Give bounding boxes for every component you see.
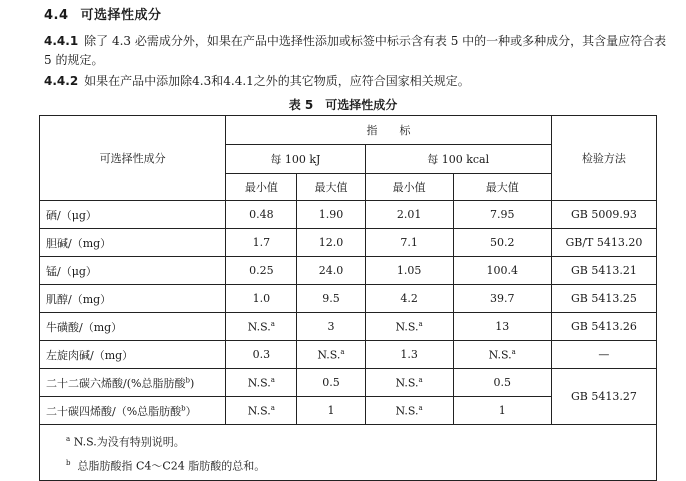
row-name (40, 397, 226, 425)
footnote-marker: a (511, 347, 516, 356)
paragraph-text: 如果在产品中添加除4.3和4.4.1之外的其它物质，应符合国家相关规定。 (84, 74, 470, 88)
cell-value: N.S. (395, 404, 419, 418)
cell-kcal-max: 7.95 (453, 201, 551, 229)
table-title (0, 96, 686, 113)
cell-kcal-max: 100.4 (453, 257, 551, 285)
footnote-text: N.S.为没有特别说明。 (73, 435, 185, 449)
paragraph-4-4-1 (44, 32, 674, 70)
cell-value: N.S. (247, 320, 271, 334)
paragraph-4-4-2 (44, 72, 674, 91)
table-notes (40, 425, 657, 481)
cell-value: N.S. (247, 404, 271, 418)
row-name (40, 369, 226, 397)
section-title: 可选择性成分 (80, 8, 162, 23)
header-component: 可选择性成分 (40, 116, 226, 201)
cell-method: GB 5413.26 (551, 313, 656, 341)
footnote-marker: a (340, 347, 345, 356)
optional-ingredients-table (39, 115, 657, 481)
cell-kj-max: 1 (297, 397, 365, 425)
section-heading (44, 4, 162, 23)
cell-kcal-min (365, 397, 453, 425)
cell-kj-max: 9.5 (297, 285, 365, 313)
row-name: 牛磺酸/（mg） (40, 313, 226, 341)
paragraph-number: 4.4.1 (44, 34, 79, 48)
table-number: 表 5 (288, 98, 314, 112)
footnote-text: 总脂肪酸指 C4～C24 脂肪酸的总和。 (77, 459, 266, 473)
cell-method: GB 5413.27 (551, 369, 656, 425)
section-number: 4.4 (44, 8, 69, 23)
cell-kj-min: 0.48 (226, 201, 297, 229)
cell-kcal-max: 1 (453, 397, 551, 425)
header-max: 最大值 (297, 174, 365, 201)
cell-kj-min: 0.25 (226, 257, 297, 285)
footnote-marker: a (270, 319, 275, 328)
cell-kcal-max: 39.7 (453, 285, 551, 313)
row-name-text: 二十碳四烯酸/（%总脂肪酸 (46, 404, 182, 418)
cell-method: GB 5413.21 (551, 257, 656, 285)
cell-method: GB 5413.25 (551, 285, 656, 313)
cell-kcal-max: 13 (453, 313, 551, 341)
footnote-marker: a (418, 319, 423, 328)
paragraph-number: 4.4.2 (44, 74, 79, 88)
footnote-marker: a (66, 435, 71, 443)
cell-kcal-min: 1.05 (365, 257, 453, 285)
table-row (40, 229, 657, 257)
row-name: 硒/（μg） (40, 201, 226, 229)
header-indicator: 指 标 (226, 116, 552, 145)
cell-kcal-max: 0.5 (453, 369, 551, 397)
cell-kj-min: 0.3 (226, 341, 297, 369)
footnote-marker: a (270, 375, 275, 384)
cell-value: N.S. (488, 348, 512, 362)
row-name-tail: ) (189, 376, 195, 390)
cell-value: N.S. (395, 376, 419, 390)
cell-kj-max: 12.0 (297, 229, 365, 257)
cell-kcal-min (365, 369, 453, 397)
footnote-marker: b (181, 403, 186, 412)
cell-kcal-min: 1.3 (365, 341, 453, 369)
header-method: 检验方法 (551, 116, 656, 201)
cell-kcal-min: 4.2 (365, 285, 453, 313)
cell-kcal-max (453, 341, 551, 369)
footnote-marker: a (270, 403, 275, 412)
header-row (40, 116, 657, 145)
row-name-text: 二十二碳六烯酸/(%总脂肪酸 (46, 376, 186, 390)
footnote-marker: b (185, 375, 190, 384)
cell-kj-max: 3 (297, 313, 365, 341)
header-min: 最小值 (226, 174, 297, 201)
header-per-100kj: 每 100 kJ (226, 145, 365, 174)
cell-kj-min (226, 397, 297, 425)
table-title-text: 可选择性成分 (325, 98, 398, 112)
row-name: 肌醇/（mg） (40, 285, 226, 313)
cell-method: GB/T 5413.20 (551, 229, 656, 257)
table-row (40, 257, 657, 285)
cell-kj-max: 0.5 (297, 369, 365, 397)
cell-kcal-max: 50.2 (453, 229, 551, 257)
row-name-tail: ） (185, 404, 197, 418)
cell-kj-min (226, 369, 297, 397)
row-name: 左旋肉碱/（mg） (40, 341, 226, 369)
cell-kj-max (297, 341, 365, 369)
header-per-100kcal: 每 100 kcal (365, 145, 551, 174)
table-row (40, 341, 657, 369)
footnote-b (66, 453, 642, 477)
cell-kj-min (226, 313, 297, 341)
cell-method: — (551, 341, 656, 369)
footnote-marker: a (418, 375, 423, 384)
row-name: 锰/（μg） (40, 257, 226, 285)
footnote-a (66, 429, 642, 453)
cell-kcal-min (365, 313, 453, 341)
cell-kj-min: 1.0 (226, 285, 297, 313)
cell-kj-min: 1.7 (226, 229, 297, 257)
table-row (40, 369, 657, 397)
table-row (40, 201, 657, 229)
cell-method: GB 5009.93 (551, 201, 656, 229)
table-row (40, 285, 657, 313)
header-min: 最小值 (365, 174, 453, 201)
table-row (40, 313, 657, 341)
paragraph-text: 除了 4.3 必需成分外，如果在产品中选择性添加或标签中标示含有表 5 中的一种或多种成分，其含量应符合表 5 的规定。 (44, 34, 667, 67)
cell-value: N.S. (247, 376, 271, 390)
cell-kj-max: 1.90 (297, 201, 365, 229)
row-name: 胆碱/（mg） (40, 229, 226, 257)
notes-row (40, 425, 657, 481)
cell-kj-max: 24.0 (297, 257, 365, 285)
cell-kcal-min: 7.1 (365, 229, 453, 257)
cell-value: N.S. (395, 320, 419, 334)
footnote-marker: a (418, 403, 423, 412)
footnote-marker: b (66, 458, 71, 467)
cell-value: N.S. (317, 348, 341, 362)
header-max: 最大值 (453, 174, 551, 201)
cell-kcal-min: 2.01 (365, 201, 453, 229)
